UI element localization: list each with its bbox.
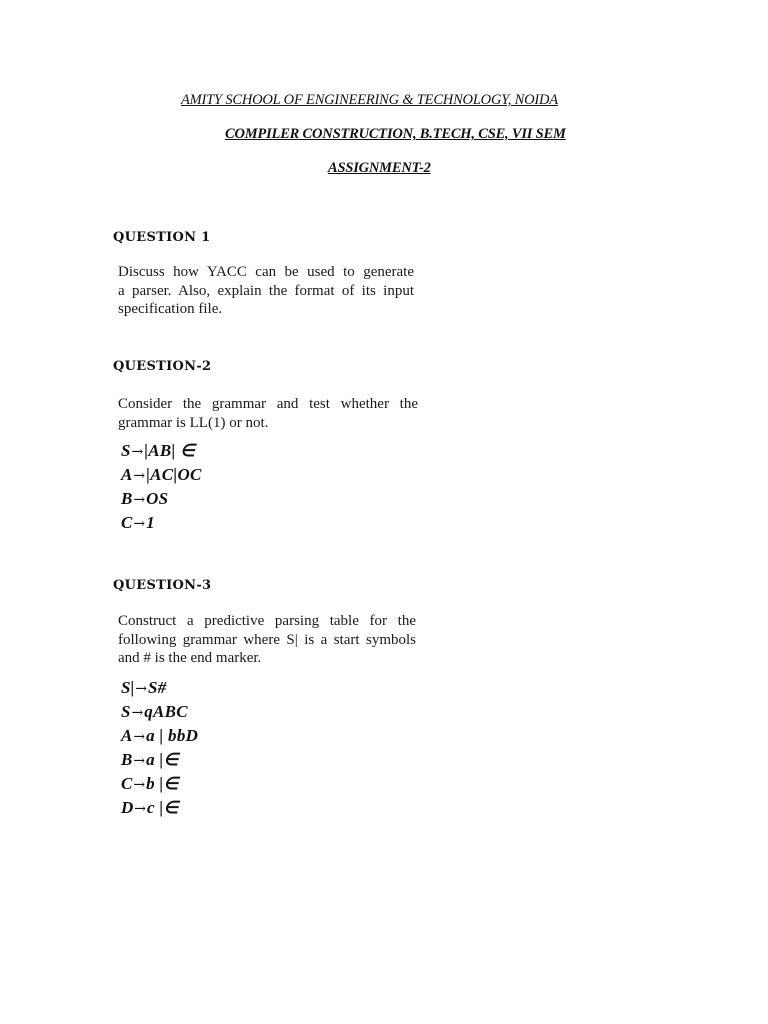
production-lhs: B <box>121 750 133 769</box>
production-lhs: A <box>121 465 133 484</box>
question-3-heading: QUESTION-3 <box>113 578 212 593</box>
question-2-line: Consider the grammar and test whether the <box>118 396 418 412</box>
production-lhs: S <box>121 441 131 460</box>
production-rhs: a | bbD <box>146 726 199 745</box>
production-rhs: OS <box>146 489 169 508</box>
production-rule <box>121 463 202 487</box>
arrow-symbol: → <box>133 753 146 769</box>
production-lhs: D <box>121 798 134 817</box>
production-rule <box>121 796 198 820</box>
production-rhs: 1 <box>146 513 155 532</box>
question-2-grammar <box>121 439 202 535</box>
arrow-symbol: → <box>134 801 147 817</box>
question-3-line: following grammar where S| is a start symbols <box>118 631 416 648</box>
arrow-symbol: → <box>135 681 147 697</box>
production-rhs: b |∈ <box>146 774 179 793</box>
question-1-line: specification file. <box>118 301 223 317</box>
question-1-line: Discuss how YACC can be used to generate <box>118 264 414 280</box>
production-rule <box>121 676 198 700</box>
question-2-heading: QUESTION-2 <box>113 359 212 374</box>
production-lhs: S| <box>121 678 135 697</box>
question-3-line: and # is the end marker. <box>118 650 262 666</box>
production-lhs: B <box>121 489 133 508</box>
question-3-line: Construct a predictive parsing table for the <box>118 613 416 629</box>
question-2-text <box>118 395 418 432</box>
question-3-text <box>118 612 416 668</box>
course-title: COMPILER CONSTRUCTION, B.TECH, CSE, VII SEM <box>225 126 566 142</box>
question-1-line: a parser. Also, explain the format of its input <box>118 282 414 299</box>
production-rhs: |AC|OC <box>146 465 202 484</box>
production-rule <box>121 439 202 463</box>
production-rhs: c |∈ <box>147 798 179 817</box>
production-lhs: A <box>121 726 133 745</box>
production-lhs: C <box>121 774 133 793</box>
production-rule <box>121 724 198 748</box>
question-1-text <box>118 263 414 319</box>
production-rule <box>121 748 198 772</box>
production-rule <box>121 700 198 724</box>
production-rhs: a |∈ <box>146 750 179 769</box>
production-rule <box>121 511 202 535</box>
question-2-line: grammar is LL(1) or not. <box>118 414 269 431</box>
production-rhs: S# <box>147 678 167 697</box>
arrow-symbol: → <box>131 705 144 721</box>
production-lhs: C <box>121 513 133 532</box>
arrow-symbol: → <box>133 468 146 484</box>
production-rhs: |AB| ∈ <box>144 441 196 460</box>
school-name: AMITY SCHOOL OF ENGINEERING & TECHNOLOGY, NOIDA <box>181 92 558 108</box>
question-1-heading: QUESTION 1 <box>113 230 211 245</box>
arrow-symbol: → <box>133 777 146 793</box>
assignment-title: ASSIGNMENT-2 <box>328 160 431 176</box>
production-rhs: qABC <box>144 702 188 721</box>
arrow-symbol: → <box>133 729 146 745</box>
production-rule <box>121 772 198 796</box>
arrow-symbol: → <box>133 516 146 532</box>
production-rule <box>121 487 202 511</box>
arrow-symbol: → <box>133 492 146 508</box>
production-lhs: S <box>121 702 131 721</box>
arrow-symbol: → <box>131 444 144 460</box>
question-3-grammar <box>121 676 198 820</box>
